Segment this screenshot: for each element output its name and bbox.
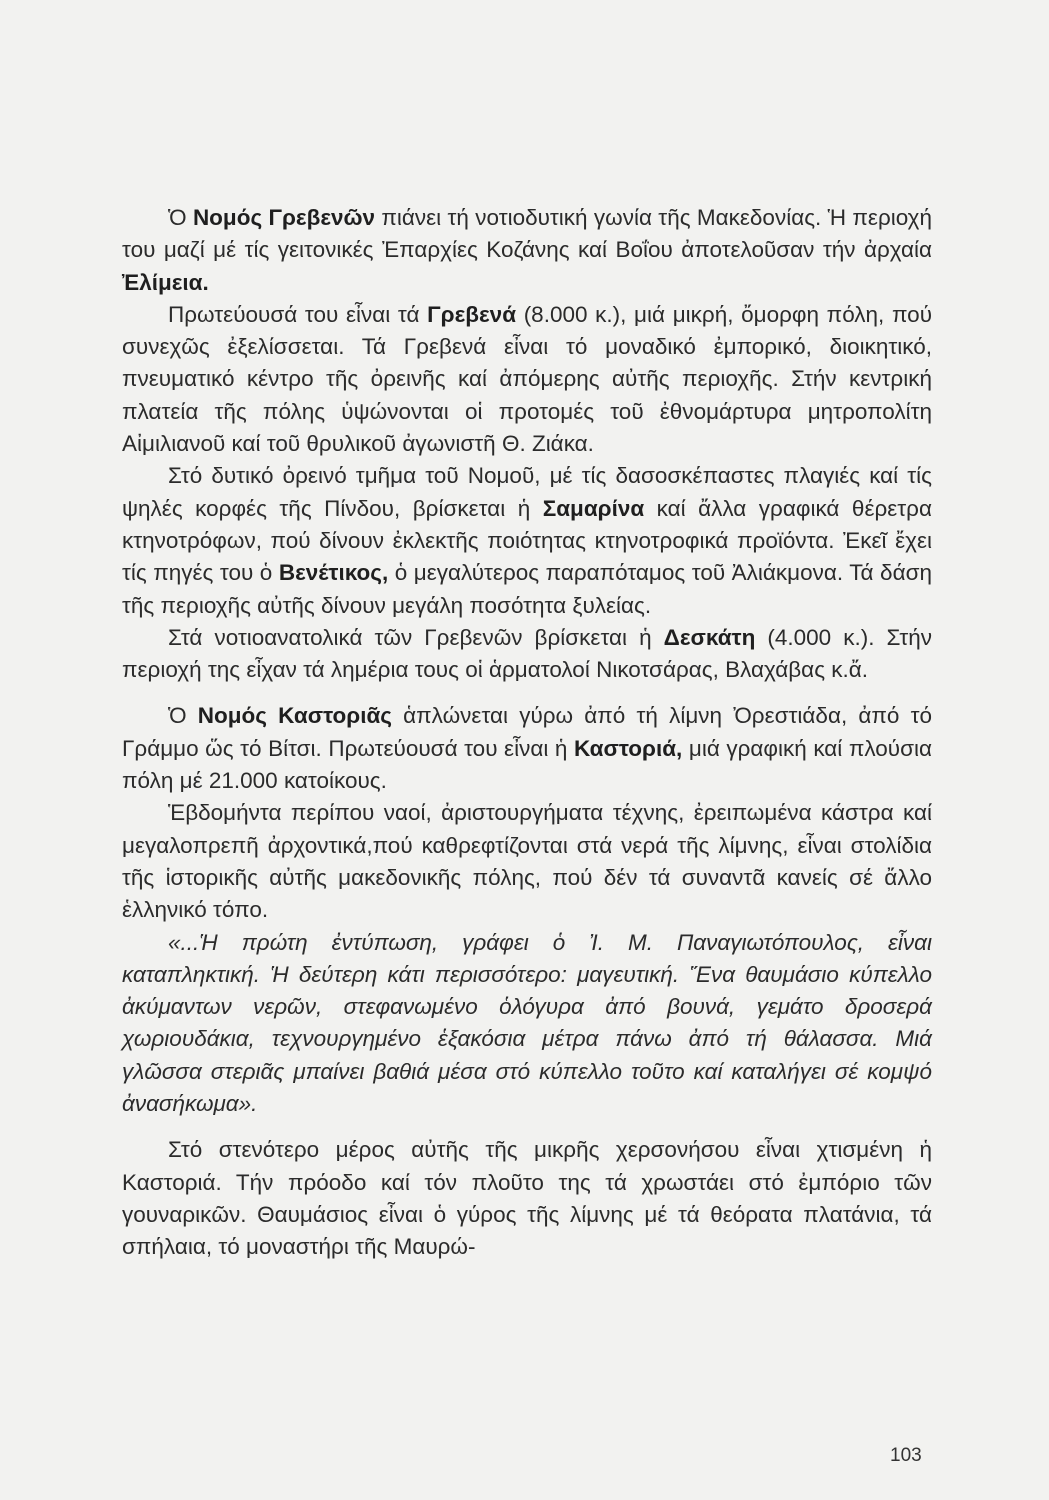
text-run: Στό στενότερο μέρος αὐτῆς τῆς μικρῆς χερσονήσου εἶναι χτισμένη ἡ Καστοριά. Τήν πρόοδο καί τόν πλοῦτο της τά χρωστάει στό ἐμπόριο τῶν γουναρικῶν. Θαυμάσιος εἶναι ὁ γύρος τῆς λίμνης μέ τά θεόρατα πλατάνια, τά σπήλαια, τό μοναστήρι τῆς Μαυρώ- [122, 1137, 932, 1260]
text-run: Στά νοτιοανατολικά τῶν Γρεβενῶν βρίσκεται ἡ [168, 624, 664, 650]
text-run: Πρωτεύουσά του εἶναι τά [168, 301, 428, 327]
text-run: μιά γραφική καί πλούσια πόλη μέ 21.000 κατοίκους. [122, 735, 932, 794]
bold-term: Νομός Καστοριᾶς [197, 703, 392, 729]
text-run: (4.000 κ.). Στήν περιοχή της εἶχαν τά λημέρια τους οἱ ἁρματολοί Νικοτσάρας, Βλαχάβας κ.ἄ. [122, 624, 932, 683]
body-text [122, 202, 932, 1264]
bold-term: Ἐλίμεια. [122, 269, 209, 295]
text-run: «...Ἡ πρώτη ἐντύπωση, γράφει ὁ Ἰ. Μ. Παναγιωτόπουλος, εἶναι καταπληκτική. Ἡ δεύτερη κάτι περισσότερο: μαγευτική. Ἕνα θαυμάσιο κύπελλο ἀκύμαντων νερῶν, στεφανωμένο ὁλόγυρα ἀπό βουνά, γεμάτο δροσερά χωριουδάκια, τεχνουργημένο ἑξακόσια μέτρα πάνω ἀπό τή θάλασσα. Μιά γλῶσσα στεριᾶς μπαίνει βαθιά μέσα στό κύπελλο τοῦτο καί καταλήγει σέ κομψό ἀνασήκωμα». [122, 929, 932, 1117]
paragraph-kastoria-peninsula [122, 1134, 932, 1263]
text-run: ἁπλώνεται γύρω ἀπό τή λίμνη Ὀρεστιάδα, ἀπό τό Γράμμο ὥς τό Βίτσι. Πρωτεύουσά του εἶναι ἡ [122, 703, 932, 761]
bold-term: Βενέτικος, [278, 560, 389, 586]
paragraph-grevena-southeast [122, 622, 932, 687]
text-run: Στό δυτικό ὀρεινό τμῆμα τοῦ Νομοῦ, μέ τίς δασοσκέπαστες πλαγιές καί τίς ψηλές κορφές τῆς Πίνδου, βρίσκεται ἡ [122, 463, 932, 521]
bold-term: Γρεβενά [427, 301, 517, 327]
paragraph-grevena-intro [122, 202, 932, 299]
text-run: πιάνει τή νοτιοδυτική γωνία τῆς Μακεδονίας. Ἡ περιοχή του μαζί μέ τίς γειτονικές Ἐπαρχίες Κοζάνης καί Βοΐου ἀποτελοῦσαν τήν ἀρχαία [122, 205, 932, 263]
text-run: Ὁ [168, 205, 193, 230]
paragraph-kastoria-quote [122, 927, 932, 1121]
paragraph-grevena-capital [122, 299, 932, 460]
bold-term: Σαμαρίνα [542, 495, 645, 521]
bold-term: Νομός Γρεβενῶν [192, 205, 376, 230]
text-run: (8.000 κ.), μιά μικρή, ὄμορφη πόλη, πού συνεχῶς ἐξελίσσεται. Τά Γρεβενά εἶναι τό μοναδικό ἐμπορικό, διοικητικό, πνευματικό κέντρο τῆς ὀρεινῆς καί ἀπόμερης αὐτῆς περιοχῆς. Στήν κεντρική πλατεία τῆς πόλης ὑψώνονται οἱ προτομές τοῦ ἐθνομάρτυρα μητροπολίτη Αἰμιλιανοῦ καί τοῦ θρυλικοῦ ἀγωνιστῆ Θ. Ζιάκα. [122, 301, 932, 457]
paragraph-kastoria-intro [122, 700, 932, 797]
bold-term: Καστοριά, [573, 735, 683, 761]
bold-term: Δεσκάτη [663, 624, 756, 650]
paragraph-grevena-west [122, 460, 932, 621]
text-run: Ὁ [168, 703, 198, 729]
page-number: 103 [890, 1445, 922, 1466]
text-run: καί ἄλλα γραφικά θέρετρα κτηνοτρόφων, πού δίνουν ἐκλεκτῆς ποιότητας κτηνοτροφικά προϊόντα. Ἐκεῖ ἔχει τίς πηγές του ὁ [122, 495, 932, 586]
text-run: Ἑβδομήντα περίπου ναοί, ἀριστουργήματα τέχνης, ἐρειπωμένα κάστρα καί μεγαλοπρεπῆ ἀρχοντικά,πού καθρεφτίζονται στά νερά τῆς λίμνης, εἶναι στολίδια τῆς ἱστορικῆς αὐτῆς μακεδονικῆς πόλης, πού δέν τά συναντᾶ κανείς σέ ἄλλο ἑλληνικό τόπο. [122, 800, 932, 923]
text-run: ὁ μεγαλύτερος παραπόταμος τοῦ Ἀλιάκμονα. Τά δάση τῆς περιοχῆς αὐτῆς δίνουν μεγάλη ποσότητα ξυλείας. [122, 560, 932, 618]
paragraph-kastoria-churches [122, 797, 932, 926]
